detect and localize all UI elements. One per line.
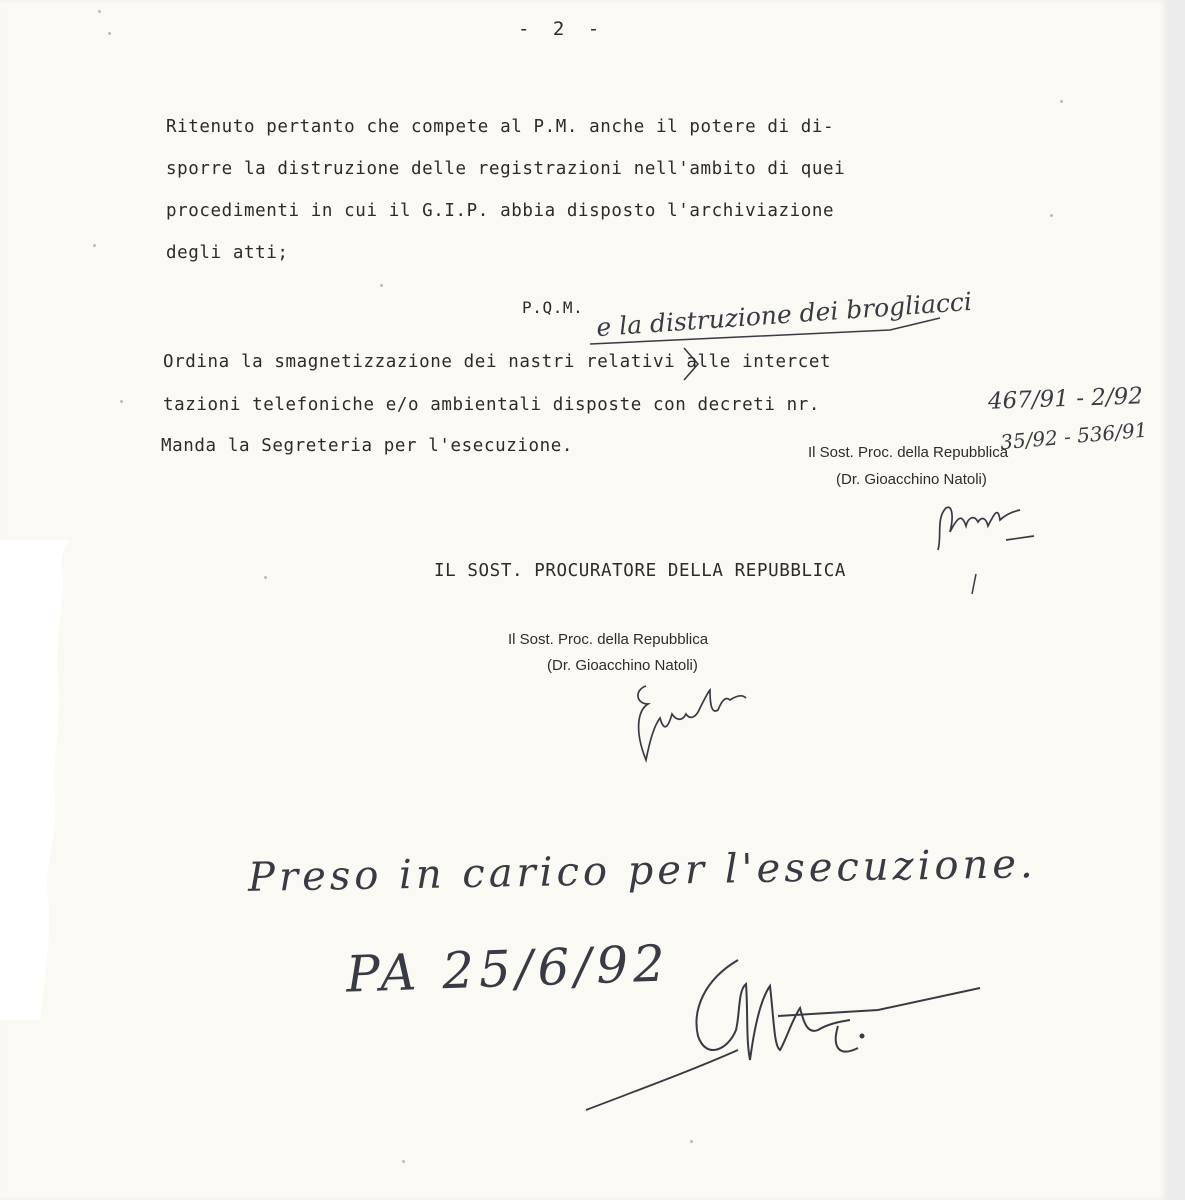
paper-speck <box>380 284 383 287</box>
paragraph-line: sporre la distruzione delle registrazioni nell'ambito di quei <box>166 159 846 179</box>
signature-3 <box>578 950 998 1120</box>
paper-speck <box>108 32 111 35</box>
order-line: tazioni telefoniche e/o ambientali disposte con decreti nr. <box>163 395 821 415</box>
handwritten-note: Preso in carico per l'esecuzione. <box>247 841 1038 901</box>
page-number: - 2 - <box>518 18 606 40</box>
paper-speck <box>264 576 267 579</box>
order-line: Manda la Segreteria per l'esecuzione. <box>161 436 574 456</box>
paper-speck <box>98 10 101 13</box>
paper-speck <box>120 400 123 403</box>
paper-speck <box>690 1140 693 1143</box>
stamp-name: (Dr. Gioacchino Natoli) <box>547 657 698 674</box>
stamp-sost-proc: Il Sost. Proc. della Repubblica <box>808 444 1009 461</box>
stamp-name: (Dr. Gioacchino Natoli) <box>836 471 987 488</box>
paper-speck <box>93 244 96 247</box>
right-margin <box>1168 0 1185 1200</box>
prosecutor-title: IL SOST. PROCURATORE DELLA REPUBBLICA <box>434 561 847 581</box>
handwritten-note-date: PA 25/6/92 <box>345 934 671 1004</box>
torn-edge <box>0 540 72 1020</box>
pen-mark <box>962 570 982 600</box>
paragraph-line: procedimenti in cui il G.I.P. abbia disposto l'archiviazione <box>166 201 835 221</box>
signature-2 <box>626 670 776 770</box>
paragraph-line: Ritenuto pertanto che compete al P.M. anche il potere di di- <box>166 117 835 137</box>
stamp-sost-proc: Il Sost. Proc. della Repubblica <box>508 631 709 648</box>
paper-speck <box>402 1160 405 1163</box>
handwritten-insertion: e la distruzione dei brogliacci <box>595 286 973 343</box>
handwritten-decree-numbers: 35/92 - 536/91 <box>999 417 1149 455</box>
paper-speck <box>1050 214 1053 217</box>
order-line: Ordina la smagnetizzazione dei nastri relativi alle intercet <box>163 352 832 372</box>
paragraph-line: degli atti; <box>166 243 289 263</box>
paper-speck <box>1060 100 1063 103</box>
handwritten-decree-numbers: 467/91 - 2/92 <box>987 383 1144 415</box>
pqm-heading: P.Q.M. <box>522 298 584 317</box>
signature-1 <box>928 496 1038 560</box>
